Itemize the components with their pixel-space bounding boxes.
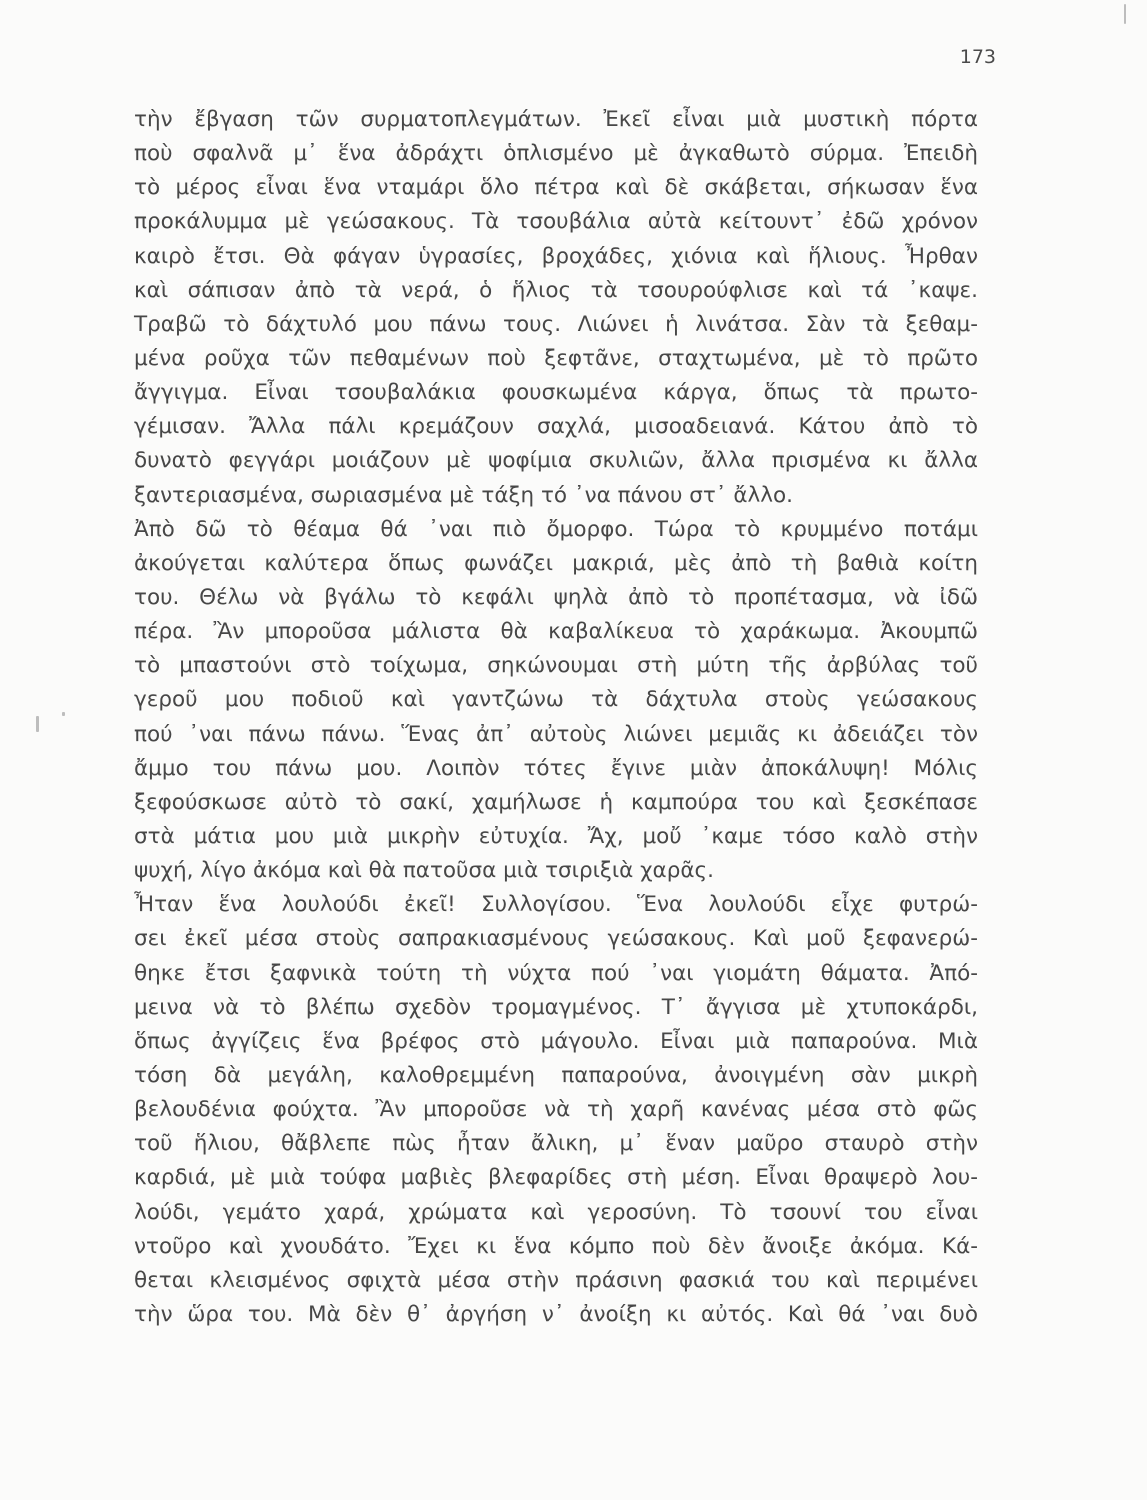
text-line: ἄγγιγμα. Εἶναι τσουβαλάκια φουσκωμένα κάργα, ὅπως τὰ πρωτο-	[134, 380, 978, 406]
text-line: σει ἐκεῖ μέσα στοὺς σαπρακιασμένους γεώσακους. Καὶ μοῦ ξεφανερώ-	[134, 926, 978, 952]
text-line: γεροῦ μου ποδιοῦ καὶ γαντζώνω τὰ δάχτυλα στοὺς γεώσακους	[134, 687, 978, 713]
text-line: καιρὸ ἔτσι. Θὰ φάγαν ὑγρασίες, βροχάδες, χιόνια καὶ ἥλιους. Ἦρθαν	[134, 243, 978, 269]
text-line: στὰ μάτια μου μιὰ μικρὴν εὐτυχία. Ἄχ, μοὔ ᾽καμε τόσο καλὸ στὴν	[134, 823, 978, 849]
text-line: καὶ σάπισαν ἀπὸ τὰ νερά, ὁ ἥλιος τὰ τσουρούφλισε καὶ τά ᾽καψε.	[134, 277, 978, 303]
page-number: 173	[959, 46, 996, 68]
scan-speck	[36, 716, 39, 732]
text-line: Τραβῶ τὸ δάχτυλό μου πάνω τους. Λιώνει ἡ λινάτσα. Σὰν τὰ ξεθαμ-	[134, 311, 978, 337]
text-line: ψυχή, λίγο ἀκόμα καὶ θὰ πατοῦσα μιὰ τσιριξιὰ χαρᾶς.	[134, 858, 714, 884]
text-line: γέμισαν. Ἄλλα πάλι κρεμάζουν σαχλά, μισοαδειανά. Κάτου ἀπὸ τὸ	[134, 414, 978, 440]
text-line: τὸ μέρος εἶναι ἕνα νταμάρι ὅλο πέτρα καὶ δὲ σκάβεται, σήκωσαν ἕνα	[134, 175, 978, 201]
body-text	[134, 103, 978, 1332]
text-line: ἄμμο του πάνω μου. Λοιπὸν τότες ἔγινε μιὰν ἀποκάλυψη! Μόλις	[134, 755, 978, 781]
scan-speck	[1124, 4, 1126, 24]
text-line: τοῦ ἥλιου, θἄβλεπε πὼς ἦταν ἄλικη, μ᾽ ἕναν μαῦρο σταυρὸ στὴν	[134, 1131, 978, 1157]
text-line: τὸ μπαστούνι στὸ τοίχωμα, σηκώνουμαι στὴ μύτη τῆς ἀρβύλας τοῦ	[134, 653, 978, 679]
text-line: ντοῦρο καὶ χνουδάτο. Ἔχει κι ἕνα κόμπο ποὺ δὲν ἄνοιξε ἀκόμα. Κά-	[134, 1233, 978, 1259]
text-line: θεται κλεισμένος σφιχτὰ μέσα στὴν πράσινη φασκιά του καὶ περιμένει	[134, 1267, 978, 1293]
scan-speck	[62, 712, 65, 716]
text-line: ποὺ σφαλνᾶ μ᾽ ἕνα ἀδράχτι ὁπλισμένο μὲ ἀγκαθωτὸ σύρμα. Ἐπειδὴ	[134, 141, 978, 167]
text-line: προκάλυμμα μὲ γεώσακους. Τὰ τσουβάλια αὐτὰ κείτουντ᾽ ἐδῶ χρόνον	[134, 209, 978, 235]
text-line: δυνατὸ φεγγάρι μοιάζουν μὲ ψοφίμια σκυλιῶν, ἄλλα πρισμένα κι ἄλλα	[134, 448, 978, 474]
text-line: Ἀπὸ δῶ τὸ θέαμα θά ᾽ναι πιὸ ὄμορφο. Τώρα τὸ κρυμμένο ποτάμι	[134, 516, 978, 542]
text-line: ξαντεριασμένα, σωριασμένα μὲ τάξη τό ᾽να πάνου στ᾽ ἄλλο.	[134, 482, 793, 508]
text-line: μένα ροῦχα τῶν πεθαμένων ποὺ ξεφτᾶνε, σταχτωμένα, μὲ τὸ πρῶτο	[134, 345, 978, 371]
text-line: θηκε ἔτσι ξαφνικὰ τούτη τὴ νύχτα πού ᾽ναι γιομάτη θάματα. Ἀπό-	[134, 960, 978, 986]
text-line: ἀκούγεται καλύτερα ὅπως φωνάζει μακριά, μὲς ἀπὸ τὴ βαθιὰ κοίτη	[134, 550, 978, 576]
text-line: τὴν ἔβγαση τῶν συρματοπλεγμάτων. Ἐκεῖ εἶναι μιὰ μυστικὴ πόρτα	[134, 107, 978, 132]
text-line: τόση δὰ μεγάλη, καλοθρεμμένη παπαρούνα, ἀνοιγμένη σὰν μικρὴ	[134, 1062, 978, 1088]
text-line: Ἦταν ἕνα λουλούδι ἐκεῖ! Συλλογίσου. Ἕνα λουλούδι εἶχε φυτρώ-	[134, 892, 978, 918]
text-line: λούδι, γεμάτο χαρά, χρώματα καὶ γεροσύνη. Τὸ τσουνί του εἶναι	[134, 1199, 978, 1225]
text-line: μεινα νὰ τὸ βλέπω σχεδὸν τρομαγμένος. Τ᾽ ἄγγισα μὲ χτυποκάρδι,	[134, 994, 978, 1020]
text-line: καρδιά, μὲ μιὰ τούφα μαβιὲς βλεφαρίδες στὴ μέση. Εἶναι θραψερὸ λου-	[134, 1165, 978, 1191]
text-line: βελουδένια φούχτα. Ἂν μποροῦσε νὰ τὴ χαρῆ κανένας μέσα στὸ φῶς	[134, 1097, 978, 1123]
text-line: τὴν ὥρα του. Μὰ δὲν θ᾽ ἀργήση ν᾽ ἀνοίξη κι αὐτός. Καὶ θά ᾽ναι δυὸ	[134, 1301, 978, 1327]
text-line: ὅπως ἀγγίζεις ἕνα βρέφος στὸ μάγουλο. Εἶναι μιὰ παπαρούνα. Μιὰ	[134, 1028, 978, 1054]
text-line: πού ᾽ναι πάνω πάνω. Ἕνας ἀπ᾽ αὐτοὺς λιώνει μεμιᾶς κι ἀδειάζει τὸν	[134, 721, 978, 747]
text-line: του. Θέλω νὰ βγάλω τὸ κεφάλι ψηλὰ ἀπὸ τὸ προπέτασμα, νὰ ἰδῶ	[134, 584, 978, 610]
text-line: πέρα. Ἂν μποροῦσα μάλιστα θὰ καβαλίκευα τὸ χαράκωμα. Ἀκουμπῶ	[134, 619, 978, 645]
text-line: ξεφούσκωσε αὐτὸ τὸ σακί, χαμήλωσε ἡ καμπούρα του καὶ ξεσκέπασε	[134, 789, 978, 815]
